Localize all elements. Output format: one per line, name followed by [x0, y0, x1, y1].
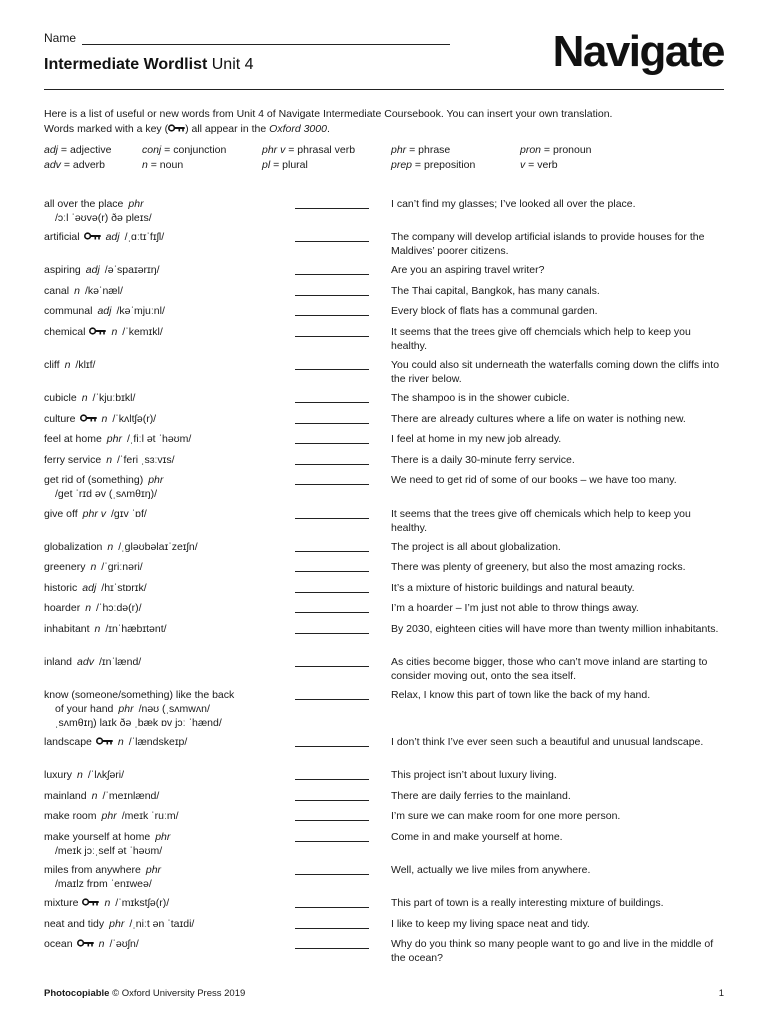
entry-word: historic — [44, 582, 78, 594]
footer-copyright — [44, 988, 245, 999]
entry-word: inland — [44, 656, 73, 668]
entry-word-cell — [44, 830, 289, 858]
page-number: 1 — [718, 988, 724, 999]
entry-example: Are you an aspiring travel writer? — [391, 264, 545, 276]
entry-word-cell — [44, 896, 289, 910]
entry-pronunciation: /ˈkʌltʃə(r)/ — [112, 413, 157, 425]
entry-word-cell — [44, 863, 289, 891]
translation-blank[interactable] — [295, 241, 369, 242]
translation-blank[interactable] — [295, 551, 369, 552]
entry-word: chemical — [44, 326, 86, 338]
title-unit: Unit 4 — [211, 56, 254, 73]
page-title — [44, 56, 254, 74]
entry-pronunciation: /kəˈmjuːnl/ — [116, 305, 165, 317]
entry-word-cell — [44, 263, 289, 277]
entry-part-of-speech: n — [107, 541, 114, 553]
entry-word-cell — [44, 197, 289, 225]
translation-blank[interactable] — [295, 746, 369, 747]
entry-word: make yourself at home — [44, 831, 151, 843]
entry-word-cell — [44, 304, 289, 318]
translation-blank[interactable] — [295, 666, 369, 667]
entry-part-of-speech: n — [74, 285, 80, 297]
entry-part-of-speech: n — [111, 326, 118, 338]
entry-pronunciation: /ˈmeɪnlænd/ — [102, 790, 160, 802]
entry-word-cell — [44, 735, 289, 749]
translation-blank[interactable] — [295, 592, 369, 593]
entry-word-cell — [44, 358, 289, 372]
entry-word: luxury — [44, 769, 73, 781]
entry-example: I like to keep my living space neat and tidy. — [391, 918, 590, 930]
entry-pronunciation: /kəˈnæl/ — [84, 285, 123, 297]
entry-example: There was plenty of greenery, but also the most amazing rocks. — [391, 561, 686, 573]
entry-part-of-speech: n — [81, 392, 88, 404]
intro-line-2d: . — [326, 123, 330, 135]
entry-word: landscape — [44, 736, 92, 748]
key-icon — [82, 898, 99, 906]
entry-word-cell — [44, 473, 289, 501]
entry-word-cell — [44, 540, 289, 554]
entry-pronunciation: /ˈkemɪkl/ — [122, 326, 163, 338]
title-main: Intermediate Wordlist — [44, 56, 208, 73]
entry-part-of-speech: phr — [155, 831, 171, 843]
entry-word: cliff — [44, 359, 60, 371]
entry-example: It seems that the trees give off chemcials which help to keep you healthy. — [391, 326, 691, 352]
entry-word: ocean — [44, 938, 73, 950]
entry-word: give off — [44, 508, 78, 520]
intro-text — [44, 107, 724, 137]
entry-word: hoarder — [44, 602, 81, 614]
translation-blank[interactable] — [295, 208, 369, 209]
entry-part-of-speech: phr — [128, 198, 144, 210]
entry-part-of-speech: phr — [148, 474, 164, 486]
entry-example: Why do you think so many people want to go and live in the middle of the ocean? — [391, 938, 714, 964]
entry-pronunciation: /ˈəʊʃn/ — [109, 938, 139, 950]
entry-part-of-speech: n — [85, 602, 92, 614]
entry-pronunciation: /ɔːl ˈəʊvə(r) ðə pleɪs/ — [55, 212, 152, 224]
entry-example: The Thai capital, Bangkok, has many canals. — [391, 285, 600, 297]
entry-word: miles from anywhere — [44, 864, 141, 876]
entry-word-continued: of your hand phr /nəʊ (ˌsʌmwʌn/ — [55, 703, 210, 715]
footer-copyright-text: © Oxford University Press 2019 — [109, 988, 246, 999]
entry-example: There are daily ferries to the mainland. — [391, 790, 571, 802]
entry-word-cell — [44, 581, 289, 595]
entry-example: I’m a hoarder – I’m just not able to throw things away. — [391, 602, 639, 614]
name-field-line[interactable] — [82, 33, 450, 45]
entry-part-of-speech: n — [91, 790, 98, 802]
entry-word-cell — [44, 937, 289, 951]
intro-line-2 — [44, 122, 724, 137]
translation-blank[interactable] — [295, 336, 369, 337]
entry-example: By 2030, eighteen cities will have more than twenty million inhabitants. — [391, 623, 719, 635]
footer-photocopiable: Photocopiable — [44, 988, 110, 999]
abbreviation-item: n = noun — [142, 159, 184, 171]
entry-pronunciation-continued: ˌsʌmθɪŋ) laɪk ðə ˌbæk ɒv jɔː ˈhænd/ — [55, 717, 222, 729]
entry-pronunciation: /meɪk jɔːˌself ət ˈhəʊm/ — [55, 845, 163, 857]
entry-part-of-speech: phr — [109, 918, 125, 930]
entry-pronunciation: /əˈspaɪərɪŋ/ — [104, 264, 160, 276]
entry-pronunciation: /meɪk ˈruːm/ — [121, 810, 179, 822]
entry-example: This project isn’t about luxury living. — [391, 769, 557, 781]
entry-pronunciation: /ˈmɪkstʃə(r)/ — [115, 897, 170, 909]
entry-part-of-speech: n — [64, 359, 71, 371]
key-icon — [84, 232, 101, 240]
name-label: Name — [44, 31, 77, 45]
entry-word-cell — [44, 560, 289, 574]
entry-word: neat and tidy — [44, 918, 105, 930]
entry-word: inhabitant — [44, 623, 90, 635]
entry-word: cubicle — [44, 392, 77, 404]
abbreviation-item: v = verb — [520, 159, 558, 171]
translation-blank[interactable] — [295, 800, 369, 801]
abbreviation-item: pl = plural — [262, 159, 308, 171]
entry-word-cell — [44, 391, 289, 405]
translation-blank[interactable] — [295, 369, 369, 370]
entry-part-of-speech: adv — [77, 656, 94, 668]
entry-word-cell — [44, 789, 289, 803]
key-icon — [77, 939, 94, 947]
entry-pronunciation: /ˈlændskeɪp/ — [128, 736, 188, 748]
entry-pronunciation: /klɪf/ — [75, 359, 96, 371]
abbreviation-item: conj = conjunction — [142, 144, 227, 156]
entry-pronunciation: /hɪˈstɒrɪk/ — [101, 582, 147, 594]
translation-blank[interactable] — [295, 948, 369, 949]
entry-part-of-speech: adj — [97, 305, 112, 317]
entry-part-of-speech: adj — [85, 264, 100, 276]
entry-word-cell — [44, 688, 289, 730]
entry-word-cell — [44, 809, 289, 823]
translation-blank[interactable] — [295, 779, 369, 780]
entry-word: make room — [44, 810, 97, 822]
entry-pronunciation: /ˈkjuːbɪkl/ — [92, 392, 136, 404]
entry-part-of-speech: phr v — [82, 508, 107, 520]
entry-word: greenery — [44, 561, 86, 573]
entry-word: mainland — [44, 790, 87, 802]
translation-blank[interactable] — [295, 699, 369, 700]
entry-pronunciation: /ˌɑːtɪˈfɪʃl/ — [124, 231, 165, 243]
entry-word: canal — [44, 285, 70, 297]
brand-logo: Navigate — [552, 27, 724, 76]
entry-pronunciation: /ˌfiːl ət ˈhəʊm/ — [126, 433, 192, 445]
entry-word: know (someone/something) like the back — [44, 689, 235, 701]
entry-pronunciation: /ˈgriːnəri/ — [101, 561, 143, 573]
intro-line-2b: ) all appear in the — [185, 123, 270, 135]
entry-example: The shampoo is in the shower cubicle. — [391, 392, 570, 404]
entry-word-cell — [44, 284, 289, 298]
abbreviation-item: phr v = phrasal verb — [262, 144, 356, 156]
entry-part-of-speech: adj — [82, 582, 97, 594]
translation-blank[interactable] — [295, 874, 369, 875]
translation-blank[interactable] — [295, 464, 369, 465]
intro-line-2a: Words marked with a key ( — [44, 123, 169, 135]
entry-example: You could also sit underneath the waterfalls coming down the cliffs into the river below. — [391, 359, 720, 385]
entry-example: The company will develop artificial islands to provide houses for the Maldives’ poorer citizens. — [391, 231, 705, 257]
entry-example: I can’t find my glasses; I’ve looked all over the place. — [391, 198, 636, 210]
entry-part-of-speech: n — [101, 413, 108, 425]
entry-pronunciation: /maɪlz frɒm ˈenɪweə/ — [55, 878, 152, 890]
entry-word-cell — [44, 768, 289, 782]
translation-blank[interactable] — [295, 612, 369, 613]
key-icon — [80, 414, 97, 422]
translation-blank[interactable] — [295, 443, 369, 444]
entry-word-cell — [44, 325, 289, 339]
entry-pronunciation: /ˈferi ˌsɜːvɪs/ — [117, 454, 175, 466]
key-icon — [168, 124, 185, 132]
entry-word-cell — [44, 622, 289, 636]
entry-word: globalization — [44, 541, 103, 553]
entry-pronunciation: /ˌniːt ən ˈtaɪdi/ — [129, 918, 195, 930]
entry-word-cell — [44, 655, 289, 669]
entry-part-of-speech: phr — [101, 810, 117, 822]
entry-part-of-speech: n — [106, 454, 113, 466]
entry-word: all over the place — [44, 198, 124, 210]
entry-example: Come in and make yourself at home. — [391, 831, 563, 843]
entry-pronunciation: /ɪnˈhæbɪtənt/ — [105, 623, 167, 635]
header-divider — [44, 89, 724, 90]
entry-example: We need to get rid of some of our books – we have too many. — [391, 474, 677, 486]
translation-blank[interactable] — [295, 423, 369, 424]
translation-blank[interactable] — [295, 274, 369, 275]
abbreviation-item: phr = phrase — [391, 144, 451, 156]
entry-example: It’s a mixture of historic buildings and natural beauty. — [391, 582, 635, 594]
entry-part-of-speech: phr — [145, 864, 162, 876]
entry-pronunciation: /ˈhɔːdə(r)/ — [96, 602, 142, 614]
entry-example: Every block of flats has a communal garden. — [391, 305, 598, 317]
abbreviation-item: adj = adjective — [44, 144, 112, 156]
entry-part-of-speech: n — [77, 769, 83, 781]
entry-example: There are already cultures where a life on water is nothing new. — [391, 413, 686, 425]
entry-example: Relax, I know this part of town like the back of my hand. — [391, 689, 651, 701]
entry-example: Well, actually we live miles from anywhere. — [391, 864, 591, 876]
entry-pronunciation: /ˈlʌkʃəri/ — [87, 769, 125, 781]
entry-part-of-speech: n — [117, 736, 124, 748]
name-row — [44, 31, 450, 45]
entry-example: As cities become bigger, those who can’t move inland are starting to consider moving out, onto the sea itself. — [391, 656, 708, 682]
entry-part-of-speech: n — [90, 561, 97, 573]
entry-word: communal — [44, 305, 93, 317]
entry-word-cell — [44, 432, 289, 446]
entry-example: The project is all about globalization. — [391, 541, 561, 553]
entry-example: It seems that the trees give off chemicals which help to keep you healthy. — [391, 508, 691, 534]
intro-line-2c: Oxford 3000 — [269, 123, 327, 135]
intro-line-1: Here is a list of useful or new words from Unit 4 of Navigate Intermediate Coursebook. You can insert your own translation. — [44, 108, 613, 120]
translation-blank[interactable] — [295, 820, 369, 821]
entry-word-cell — [44, 601, 289, 615]
entry-word-cell — [44, 917, 289, 931]
abbreviation-item: adv = adverb — [44, 159, 106, 171]
translation-blank[interactable] — [295, 484, 369, 485]
translation-blank[interactable] — [295, 315, 369, 316]
entry-word-cell — [44, 412, 289, 426]
translation-blank[interactable] — [295, 571, 369, 572]
entry-part-of-speech: adj — [105, 231, 120, 243]
translation-blank[interactable] — [295, 907, 369, 908]
translation-blank[interactable] — [295, 841, 369, 842]
abbreviation-item: prep = preposition — [391, 159, 476, 171]
entry-word: ferry service — [44, 454, 102, 466]
entry-example: I’m sure we can make room for one more person. — [391, 810, 621, 822]
entry-word: mixture — [44, 897, 79, 909]
entry-pronunciation: /ɪnˈlænd/ — [98, 656, 142, 668]
entry-part-of-speech: n — [94, 623, 101, 635]
entry-example: I feel at home in my new job already. — [391, 433, 562, 445]
entry-pronunciation: /gɪv ˈɒf/ — [111, 508, 147, 520]
entry-word-cell — [44, 230, 289, 244]
entry-part-of-speech: n — [104, 897, 111, 909]
entry-word: culture — [44, 413, 76, 425]
translation-blank[interactable] — [295, 402, 369, 403]
key-icon — [96, 737, 113, 745]
translation-blank[interactable] — [295, 928, 369, 929]
translation-blank[interactable] — [295, 633, 369, 634]
entry-part-of-speech: n — [98, 938, 105, 950]
entry-pronunciation: /ˌgləʊbəlaɪˈzeɪʃn/ — [118, 541, 198, 553]
abbreviation-item: pron = pronoun — [520, 144, 592, 156]
entry-word: get rid of (something) — [44, 474, 144, 486]
entry-example: This part of town is a really interesting mixture of buildings. — [391, 897, 664, 909]
key-icon — [89, 327, 106, 335]
entry-word-cell — [44, 507, 289, 521]
entry-word: aspiring — [44, 264, 81, 276]
entry-part-of-speech: phr — [106, 433, 122, 445]
entry-pronunciation: /get ˈrɪd əv (ˌsʌmθɪŋ)/ — [55, 488, 157, 500]
translation-blank[interactable] — [295, 295, 369, 296]
entry-example: There is a daily 30-minute ferry service. — [391, 454, 575, 466]
translation-blank[interactable] — [295, 518, 369, 519]
entry-word: artificial — [44, 231, 80, 243]
entry-example: I don’t think I’ve ever seen such a beautiful and unusual landscape. — [391, 736, 704, 748]
entry-word-cell — [44, 453, 289, 467]
entry-word: feel at home — [44, 433, 102, 445]
